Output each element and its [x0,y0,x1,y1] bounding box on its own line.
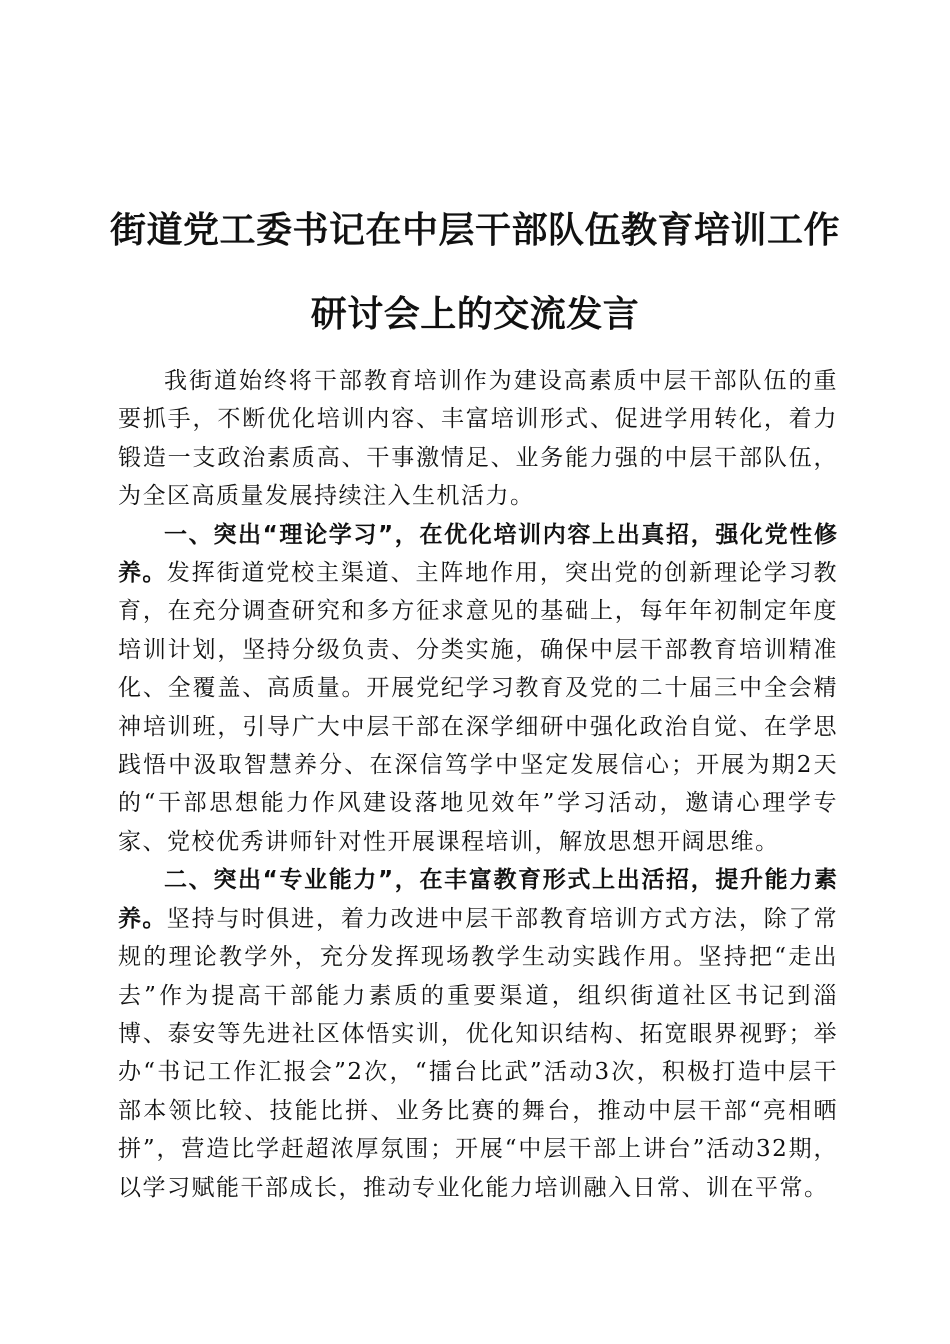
section-2-paragraph [118,861,838,1207]
title-line-1: 街道党工委书记在中层干部队伍教育培训工作 [109,209,840,251]
section-1-text: 发挥街道党校主渠道、主阵地作用，突出党的创新理论学习教育，在充分调查研究和多方征求意见的基础上，每年年初制定年度培训计划，坚持分级负责、分类实施，确保中层干部教育培训精准化、全覆盖、高质量。开展党纪学习教育及党的二十届三中全会精神培训班，引导广大中层干部在深学细研中强化政治自觉、在学思践悟中汲取智慧养分、在深信笃学中坚定发展信心；开展为期2天的“干部思想能力作风建设落地见效年”学习活动，邀请心理学专家、党校优秀讲师针对性开展课程培训，解放思想开阔思维。 [118,560,838,855]
section-2-heading: 二、突出“专业能力”，在丰富教育形式上出活招，提升能力素养。 [118,867,838,932]
document-body [118,362,838,1207]
document-title [60,188,890,356]
title-line-2: 研讨会上的交流发言 [310,293,640,335]
intro-paragraph: 我街道始终将干部教育培训作为建设高素质中层干部队伍的重要抓手，不断优化培训内容、丰富培训形式、促进学用转化，着力锻造一支政治素质高、干事激情足、业务能力强的中层干部队伍，为全区高质量发展持续注入生机活力。 [118,368,838,510]
section-1-heading: 一、突出“理论学习”，在优化培训内容上出真招，强化党性修养。 [118,521,838,587]
section-1-paragraph [118,516,838,862]
section-2-text: 坚持与时俱进，着力改进中层干部教育培训方式方法，除了常规的理论教学外，充分发挥现场教学生动实践作用。坚持把“走出去”作为提高干部能力素质的重要渠道，组织街道社区书记到淄博、泰安等先进社区体悟实训，优化知识结构、拓宽眼界视野；举办“书记工作汇报会”2次，“擂台比武”活动3次，积极打造中层干部本领比较、技能比拼、业务比赛的舞台，推动中层干部“亮相晒拼”，营造比学赶超浓厚氛围；开展“中层干部上讲台”活动32期，以学习赋能干部成长，推动专业化能力培训融入日常、训在平常。 [118,905,838,1201]
